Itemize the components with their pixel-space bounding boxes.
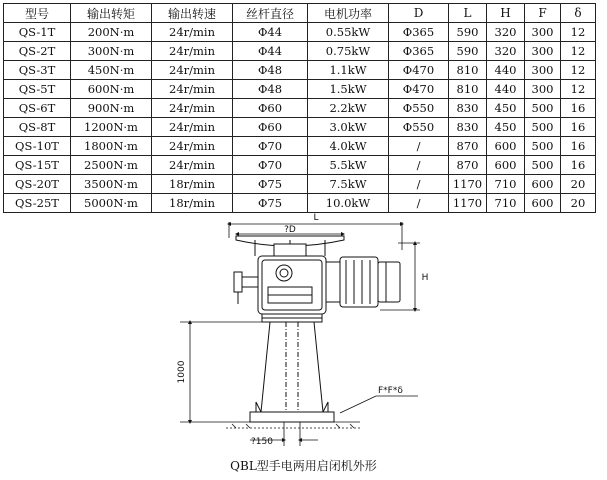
cell-d: Φ550 bbox=[389, 99, 449, 118]
cell-motor-power: 1.5kW bbox=[308, 80, 389, 99]
cell-screw-diameter: Φ70 bbox=[233, 137, 308, 156]
cell-model: QS-5T bbox=[4, 80, 71, 99]
cell-delta: 12 bbox=[561, 23, 596, 42]
header-motor-power: 电机功率 bbox=[308, 4, 389, 23]
table-row bbox=[4, 42, 596, 61]
cell-torque: 450N·m bbox=[71, 61, 152, 80]
cell-h: 450 bbox=[487, 118, 525, 137]
dimension-d-label: ?D bbox=[284, 225, 296, 235]
cell-l: 810 bbox=[449, 80, 487, 99]
cell-torque: 1800N·m bbox=[71, 137, 152, 156]
cell-torque: 1200N·m bbox=[71, 118, 152, 137]
hand-crank bbox=[234, 272, 258, 304]
cell-delta: 16 bbox=[561, 156, 596, 175]
cell-f: 500 bbox=[525, 137, 561, 156]
cell-delta: 20 bbox=[561, 194, 596, 213]
cell-l: 810 bbox=[449, 61, 487, 80]
cell-h: 450 bbox=[487, 99, 525, 118]
cell-h: 710 bbox=[487, 175, 525, 194]
cell-motor-power: 1.1kW bbox=[308, 61, 389, 80]
cell-l: 870 bbox=[449, 137, 487, 156]
table-row bbox=[4, 137, 596, 156]
header-f: F bbox=[525, 4, 561, 23]
cell-torque: 200N·m bbox=[71, 23, 152, 42]
cell-screw-diameter: Φ75 bbox=[233, 175, 308, 194]
table-row bbox=[4, 175, 596, 194]
dimension-plate bbox=[340, 396, 418, 413]
cell-delta: 12 bbox=[561, 42, 596, 61]
dimension-base-label: ?150 bbox=[251, 437, 273, 447]
cell-speed: 18r/min bbox=[152, 194, 233, 213]
cell-screw-diameter: Φ75 bbox=[233, 194, 308, 213]
table-row bbox=[4, 156, 596, 175]
cell-model: QS-10T bbox=[4, 137, 71, 156]
pedestal-column bbox=[250, 314, 334, 422]
cell-delta: 12 bbox=[561, 80, 596, 99]
header-torque: 输出转矩 bbox=[71, 4, 152, 23]
cell-d: / bbox=[389, 175, 449, 194]
cell-screw-diameter: Φ44 bbox=[233, 23, 308, 42]
header-h: H bbox=[487, 4, 525, 23]
header-speed: 输出转速 bbox=[152, 4, 233, 23]
cell-d: Φ365 bbox=[389, 23, 449, 42]
motor bbox=[326, 257, 400, 307]
cell-model: QS-1T bbox=[4, 23, 71, 42]
header-delta: δ bbox=[561, 4, 596, 23]
cell-speed: 24r/min bbox=[152, 118, 233, 137]
table-row bbox=[4, 61, 596, 80]
cell-torque: 2500N·m bbox=[71, 156, 152, 175]
cell-h: 320 bbox=[487, 42, 525, 61]
cell-delta: 20 bbox=[561, 175, 596, 194]
cell-model: QS-8T bbox=[4, 118, 71, 137]
cell-h: 600 bbox=[487, 156, 525, 175]
cell-speed: 24r/min bbox=[152, 23, 233, 42]
cell-l: 1170 bbox=[449, 194, 487, 213]
header-l: L bbox=[449, 4, 487, 23]
cell-motor-power: 10.0kW bbox=[308, 194, 389, 213]
cell-f: 500 bbox=[525, 99, 561, 118]
cell-f: 300 bbox=[525, 42, 561, 61]
handwheel bbox=[236, 236, 344, 258]
cell-model: QS-2T bbox=[4, 42, 71, 61]
cell-speed: 24r/min bbox=[152, 61, 233, 80]
cell-speed: 24r/min bbox=[152, 156, 233, 175]
header-model: 型号 bbox=[4, 4, 71, 23]
cell-motor-power: 0.75kW bbox=[308, 42, 389, 61]
cell-d: Φ550 bbox=[389, 118, 449, 137]
cell-delta: 16 bbox=[561, 99, 596, 118]
hoist-outline-drawing bbox=[0, 208, 607, 453]
cell-screw-diameter: Φ70 bbox=[233, 156, 308, 175]
cell-model: QS-20T bbox=[4, 175, 71, 194]
cell-h: 600 bbox=[487, 137, 525, 156]
cell-model: QS-6T bbox=[4, 99, 71, 118]
dimension-plate-label: F*F*δ bbox=[378, 386, 403, 396]
cell-motor-power: 0.55kW bbox=[308, 23, 389, 42]
cell-screw-diameter: Φ44 bbox=[233, 42, 308, 61]
cell-f: 500 bbox=[525, 118, 561, 137]
cell-l: 870 bbox=[449, 156, 487, 175]
dimension-height-label: 1000 bbox=[177, 360, 187, 384]
cell-f: 500 bbox=[525, 156, 561, 175]
cell-l: 590 bbox=[449, 23, 487, 42]
cell-delta: 12 bbox=[561, 61, 596, 80]
cell-model: QS-3T bbox=[4, 61, 71, 80]
cell-model: QS-25T bbox=[4, 194, 71, 213]
foundation bbox=[226, 422, 360, 446]
table-row bbox=[4, 80, 596, 99]
spec-table bbox=[3, 3, 596, 213]
cell-l: 1170 bbox=[449, 175, 487, 194]
table-header-row bbox=[4, 4, 596, 23]
cell-d: / bbox=[389, 156, 449, 175]
cell-d: / bbox=[389, 137, 449, 156]
cell-h: 440 bbox=[487, 80, 525, 99]
cell-f: 600 bbox=[525, 194, 561, 213]
cell-f: 300 bbox=[525, 80, 561, 99]
cell-torque: 600N·m bbox=[71, 80, 152, 99]
cell-d: Φ470 bbox=[389, 61, 449, 80]
table-row bbox=[4, 99, 596, 118]
dimension-h-label: H bbox=[421, 273, 429, 283]
cell-speed: 24r/min bbox=[152, 42, 233, 61]
cell-d: Φ470 bbox=[389, 80, 449, 99]
cell-torque: 900N·m bbox=[71, 99, 152, 118]
cell-screw-diameter: Φ48 bbox=[233, 61, 308, 80]
cell-f: 300 bbox=[525, 23, 561, 42]
table-row bbox=[4, 118, 596, 137]
cell-speed: 24r/min bbox=[152, 137, 233, 156]
cell-motor-power: 2.2kW bbox=[308, 99, 389, 118]
cell-screw-diameter: Φ60 bbox=[233, 99, 308, 118]
gearbox-body bbox=[258, 256, 326, 314]
table-row bbox=[4, 23, 596, 42]
cell-screw-diameter: Φ48 bbox=[233, 80, 308, 99]
cell-speed: 18r/min bbox=[152, 175, 233, 194]
header-screw-diameter: 丝杆直径 bbox=[233, 4, 308, 23]
cell-h: 320 bbox=[487, 23, 525, 42]
cell-speed: 24r/min bbox=[152, 99, 233, 118]
cell-motor-power: 5.5kW bbox=[308, 156, 389, 175]
cell-d: / bbox=[389, 194, 449, 213]
cell-delta: 16 bbox=[561, 118, 596, 137]
cell-model: QS-15T bbox=[4, 156, 71, 175]
cell-speed: 24r/min bbox=[152, 80, 233, 99]
cell-l: 830 bbox=[449, 99, 487, 118]
cell-torque: 3500N·m bbox=[71, 175, 152, 194]
dimension-height bbox=[180, 322, 262, 422]
cell-l: 830 bbox=[449, 118, 487, 137]
cell-h: 440 bbox=[487, 61, 525, 80]
dimension-l-label: L bbox=[313, 213, 319, 223]
cell-h: 710 bbox=[487, 194, 525, 213]
cell-torque: 300N·m bbox=[71, 42, 152, 61]
cell-l: 590 bbox=[449, 42, 487, 61]
cell-torque: 5000N·m bbox=[71, 194, 152, 213]
cell-f: 600 bbox=[525, 175, 561, 194]
header-d: D bbox=[389, 4, 449, 23]
cell-motor-power: 4.0kW bbox=[308, 137, 389, 156]
cell-motor-power: 7.5kW bbox=[308, 175, 389, 194]
cell-f: 300 bbox=[525, 61, 561, 80]
drawing-caption: QBL型手电两用启闭机外形 bbox=[230, 459, 377, 473]
cell-d: Φ365 bbox=[389, 42, 449, 61]
cell-screw-diameter: Φ60 bbox=[233, 118, 308, 137]
cell-delta: 16 bbox=[561, 137, 596, 156]
cell-motor-power: 3.0kW bbox=[308, 118, 389, 137]
